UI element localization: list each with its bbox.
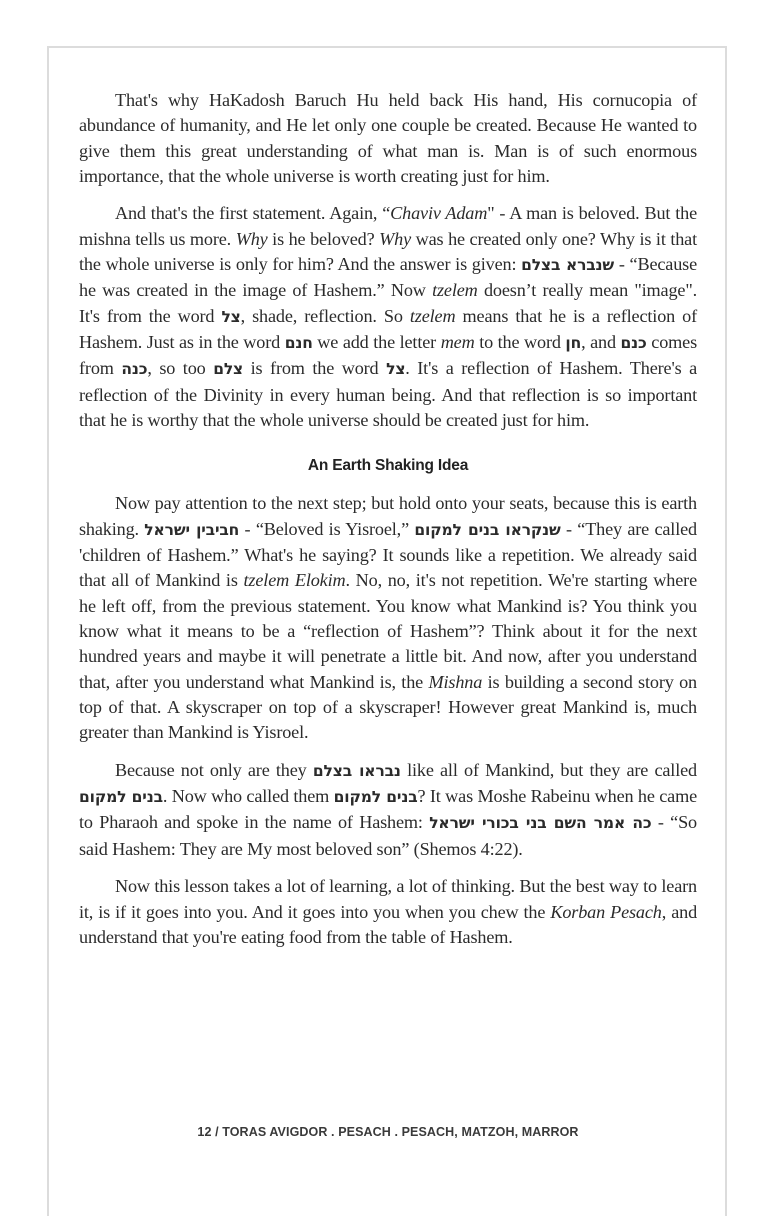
hebrew-term: צל [386, 360, 406, 379]
text-run: is he beloved? [267, 228, 380, 249]
paragraph [79, 201, 697, 433]
text-run: comes from [79, 331, 697, 379]
italic-term: mem [440, 331, 475, 352]
italic-term: tzelem [432, 280, 478, 301]
section-heading: An Earth Shaking Idea [307, 457, 469, 475]
italic-term: tzelem [409, 305, 456, 326]
text-run: - “They are called 'children of Hashem.” What's he saying? It sounds like a repetition. We already said that all of Mankind is [79, 518, 697, 591]
text-run: - “Beloved is Yisroel,” [239, 518, 415, 539]
hebrew-term: חנם [284, 333, 313, 352]
hebrew-term: חביבין ישראל [144, 520, 240, 539]
text-run: And that's the first statement. Again, “ [115, 203, 391, 224]
text-run: " - A man is beloved. But the mishna tells us more. [79, 203, 697, 249]
italic-term: Chaviv Adam [390, 203, 488, 224]
italic-term: Why [235, 228, 268, 249]
hebrew-term: כה אמר השם בני בכורי ישראל [429, 814, 652, 833]
text-run: . Now who called them [162, 786, 334, 807]
page-footer: 12 / TORAS AVIGDOR . PESACH . PESACH, MATZOH, MARROR [197, 1125, 579, 1139]
paragraphs-before [79, 88, 697, 433]
hebrew-term: חן [565, 333, 582, 352]
text-run: . No, no, it's not repetition. We're starting where he left off, from the previous statement. You know what Mankind is? You think you know what it means to be a “reflection of Hashem”? Think about it for the next hundred years and maybe it will penetrate a little bit. And now, after you understand that, after you understand what Mankind is, the [79, 570, 697, 692]
hebrew-term: נבראו בצלם [312, 761, 401, 780]
text-run: to the word [474, 331, 566, 352]
hebrew-term: כנם [620, 333, 647, 352]
hebrew-term: שנקראו בנים למקום [414, 520, 561, 539]
text-run: . It's a reflection of Hashem. There's a reflection of the Divinity in every human being. And that reflection is so important that he is worthy that the whole universe should be created just for him. [79, 358, 698, 430]
text-run: we add the letter [312, 331, 441, 352]
text-run: , shade, reflection. So [240, 305, 410, 326]
italic-term: tzelem Elokim [243, 570, 346, 591]
hebrew-term: בנים למקום [79, 788, 163, 807]
text-run: , and understand that you're eating food from the table of Hashem. [79, 901, 698, 947]
paragraph [79, 88, 697, 189]
text-run: - “Because he was created in the image of Hashem.” Now [79, 254, 698, 301]
italic-term: Mishna [428, 671, 483, 692]
text-run: was he created only one? Why is it that the whole universe is only for him? And the answer is given: [79, 228, 698, 275]
paragraphs-after [79, 491, 697, 950]
text-run: like all of Mankind, but they are called [400, 759, 697, 780]
hebrew-term: שנברא בצלם [521, 256, 615, 275]
text-run: , and [581, 331, 621, 352]
text-run: , so too [147, 358, 214, 379]
text-run: That's why HaKadosh Baruch Hu held back His hand, His cornucopia of abundance of humanity, and He let only one couple be created. Because He wanted to give them this great understanding of what man is. Man is of such enormous importance, that the whole universe is worth creating just for him. [79, 90, 697, 186]
text-run: Now pay attention to the next step; but hold onto your seats, because this is earth shaking. [79, 493, 697, 539]
text-run: ? It was Moshe Rabeinu when he came to Pharaoh and spoke in the name of Hashem: [79, 786, 697, 833]
hebrew-term: צל [221, 307, 241, 326]
paragraph [79, 874, 697, 950]
text-run: is building a second story on top of that. A skyscraper on top of a skyscraper! However great Mankind is, much greater than Mankind is Yisroel. [79, 671, 697, 743]
hebrew-term: צלם [213, 360, 244, 379]
italic-term: Why [379, 228, 412, 249]
text-run: Because not only are they [115, 759, 313, 780]
text-run: is from the word [243, 358, 387, 379]
text-run: doesn’t really mean "image". It's from the word [79, 280, 698, 326]
text-run: means that he is a reflection of Hashem. Just as in the word [79, 305, 697, 352]
page-body [79, 88, 697, 962]
paragraph [79, 491, 697, 745]
hebrew-term: בנים למקום [333, 788, 418, 807]
italic-term: Korban Pesach [550, 901, 662, 922]
text-run: Now this lesson takes a lot of learning, a lot of thinking. But the best way to learn it, is if it goes into you. And it goes into you when you chew the [79, 876, 697, 922]
paragraph [79, 758, 697, 862]
text-run: - “So said Hashem: They are My most beloved son” (Shemos 4:22). [79, 812, 697, 859]
hebrew-term: כנה [121, 360, 148, 379]
